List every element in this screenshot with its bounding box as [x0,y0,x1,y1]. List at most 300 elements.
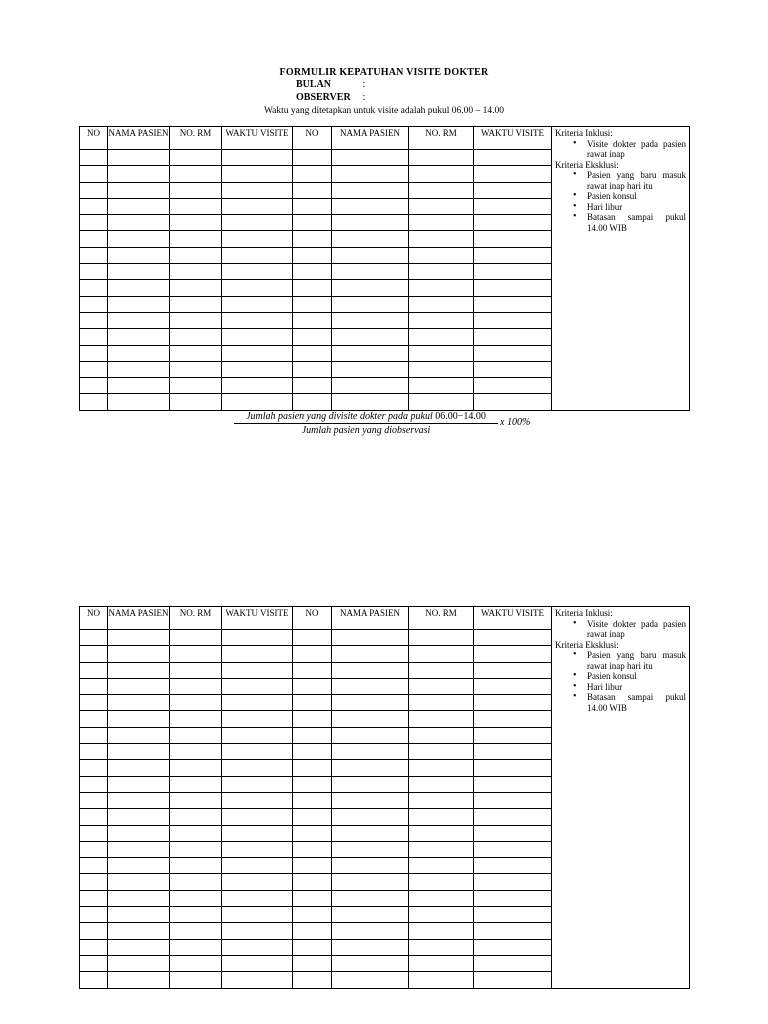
table-cell[interactable] [222,776,293,792]
table-cell[interactable] [222,198,293,214]
table-cell[interactable] [170,792,222,808]
table-cell[interactable] [332,312,409,328]
table-cell[interactable] [332,809,409,825]
table-cell[interactable] [170,394,222,410]
table-cell[interactable] [474,858,552,874]
table-cell[interactable] [332,264,409,280]
table-cell[interactable] [222,695,293,711]
table-cell[interactable] [332,874,409,890]
table-cell[interactable] [474,361,552,377]
table-cell[interactable] [80,678,108,694]
table-cell[interactable] [332,939,409,955]
table-cell[interactable] [80,874,108,890]
table-cell[interactable] [108,841,170,857]
table-cell[interactable] [80,662,108,678]
table-cell[interactable] [222,711,293,727]
table-cell[interactable] [409,296,474,312]
table-cell[interactable] [332,662,409,678]
table-cell[interactable] [293,378,332,394]
table-cell[interactable] [222,312,293,328]
table-cell[interactable] [170,809,222,825]
table-cell[interactable] [409,760,474,776]
table-cell[interactable] [293,662,332,678]
table-cell[interactable] [409,776,474,792]
table-cell[interactable] [108,394,170,410]
table-cell[interactable] [293,923,332,939]
table-cell[interactable] [332,841,409,857]
table-cell[interactable] [222,646,293,662]
table-cell[interactable] [108,361,170,377]
table-cell[interactable] [80,329,108,345]
table-cell[interactable] [293,198,332,214]
table-cell[interactable] [108,662,170,678]
table-cell[interactable] [170,378,222,394]
observer-value[interactable]: : [362,92,366,103]
table-cell[interactable] [108,150,170,166]
table-cell[interactable] [409,394,474,410]
table-cell[interactable] [222,841,293,857]
table-cell[interactable] [332,394,409,410]
table-cell[interactable] [170,972,222,988]
table-cell[interactable] [293,231,332,247]
table-cell[interactable] [80,858,108,874]
table-cell[interactable] [409,345,474,361]
table-cell[interactable] [474,841,552,857]
table-cell[interactable] [409,955,474,971]
table-cell[interactable] [474,972,552,988]
table-cell[interactable] [170,760,222,776]
table-cell[interactable] [108,198,170,214]
table-cell[interactable] [80,280,108,296]
table-cell[interactable] [293,296,332,312]
table-cell[interactable] [108,678,170,694]
table-cell[interactable] [293,907,332,923]
table-cell[interactable] [332,792,409,808]
table-cell[interactable] [222,939,293,955]
table-cell[interactable] [332,182,409,198]
table-cell[interactable] [222,809,293,825]
table-cell[interactable] [108,329,170,345]
table-cell[interactable] [293,776,332,792]
table-cell[interactable] [332,215,409,231]
table-cell[interactable] [80,907,108,923]
table-cell[interactable] [293,695,332,711]
table-cell[interactable] [80,809,108,825]
bulan-value[interactable]: : [362,79,366,90]
table-cell[interactable] [332,361,409,377]
table-cell[interactable] [80,955,108,971]
table-cell[interactable] [409,841,474,857]
table-cell[interactable] [222,890,293,906]
table-cell[interactable] [293,182,332,198]
table-cell[interactable] [293,215,332,231]
table-cell[interactable] [293,727,332,743]
table-cell[interactable] [108,695,170,711]
table-cell[interactable] [332,727,409,743]
table-cell[interactable] [222,394,293,410]
table-cell[interactable] [108,923,170,939]
table-cell[interactable] [474,695,552,711]
table-cell[interactable] [332,378,409,394]
table-cell[interactable] [332,923,409,939]
table-cell[interactable] [332,825,409,841]
table-cell[interactable] [332,972,409,988]
table-cell[interactable] [474,792,552,808]
table-cell[interactable] [108,727,170,743]
table-cell[interactable] [474,182,552,198]
table-cell[interactable] [170,744,222,760]
table-cell[interactable] [170,955,222,971]
table-cell[interactable] [293,744,332,760]
table-cell[interactable] [80,182,108,198]
table-cell[interactable] [108,296,170,312]
table-cell[interactable] [409,329,474,345]
table-cell[interactable] [474,678,552,694]
table-cell[interactable] [80,825,108,841]
table-cell[interactable] [474,345,552,361]
table-cell[interactable] [108,646,170,662]
table-cell[interactable] [474,874,552,890]
table-cell[interactable] [170,312,222,328]
table-cell[interactable] [108,711,170,727]
table-cell[interactable] [170,874,222,890]
table-cell[interactable] [293,329,332,345]
table-cell[interactable] [222,296,293,312]
table-cell[interactable] [293,345,332,361]
table-cell[interactable] [474,825,552,841]
table-cell[interactable] [409,939,474,955]
table-cell[interactable] [474,890,552,906]
table-cell[interactable] [170,646,222,662]
table-cell[interactable] [332,345,409,361]
table-cell[interactable] [108,247,170,263]
table-cell[interactable] [474,296,552,312]
table-cell[interactable] [332,231,409,247]
table-cell[interactable] [222,972,293,988]
table-cell[interactable] [409,711,474,727]
table-cell[interactable] [293,312,332,328]
table-cell[interactable] [170,662,222,678]
table-cell[interactable] [80,296,108,312]
table-cell[interactable] [170,215,222,231]
table-cell[interactable] [222,744,293,760]
table-cell[interactable] [170,345,222,361]
table-cell[interactable] [222,345,293,361]
table-cell[interactable] [409,150,474,166]
table-cell[interactable] [108,955,170,971]
table-cell[interactable] [474,312,552,328]
table-cell[interactable] [474,744,552,760]
table-cell[interactable] [409,182,474,198]
table-cell[interactable] [409,215,474,231]
table-cell[interactable] [474,662,552,678]
table-cell[interactable] [332,198,409,214]
table-cell[interactable] [170,182,222,198]
table-cell[interactable] [80,264,108,280]
table-cell[interactable] [474,166,552,182]
table-cell[interactable] [409,727,474,743]
table-cell[interactable] [222,182,293,198]
table-cell[interactable] [170,231,222,247]
table-cell[interactable] [170,776,222,792]
table-cell[interactable] [80,150,108,166]
table-cell[interactable] [108,890,170,906]
table-cell[interactable] [170,296,222,312]
table-cell[interactable] [170,361,222,377]
table-cell[interactable] [80,890,108,906]
table-cell[interactable] [474,231,552,247]
table-cell[interactable] [108,231,170,247]
table-cell[interactable] [293,809,332,825]
table-cell[interactable] [80,841,108,857]
table-cell[interactable] [108,776,170,792]
table-cell[interactable] [474,809,552,825]
table-cell[interactable] [474,198,552,214]
table-cell[interactable] [332,296,409,312]
table-cell[interactable] [474,711,552,727]
table-cell[interactable] [474,955,552,971]
table-cell[interactable] [170,858,222,874]
table-cell[interactable] [222,231,293,247]
table-cell[interactable] [409,744,474,760]
table-cell[interactable] [474,939,552,955]
table-cell[interactable] [409,361,474,377]
table-cell[interactable] [409,247,474,263]
table-cell[interactable] [474,247,552,263]
table-cell[interactable] [293,858,332,874]
table-cell[interactable] [293,939,332,955]
table-cell[interactable] [409,695,474,711]
table-cell[interactable] [80,345,108,361]
table-cell[interactable] [474,150,552,166]
table-cell[interactable] [80,378,108,394]
table-cell[interactable] [332,150,409,166]
table-cell[interactable] [222,727,293,743]
table-cell[interactable] [409,825,474,841]
table-cell[interactable] [170,695,222,711]
table-cell[interactable] [222,678,293,694]
table-cell[interactable] [170,198,222,214]
table-cell[interactable] [80,711,108,727]
table-cell[interactable] [409,907,474,923]
table-cell[interactable] [222,361,293,377]
table-cell[interactable] [80,361,108,377]
table-cell[interactable] [293,646,332,662]
table-cell[interactable] [108,744,170,760]
table-cell[interactable] [108,345,170,361]
table-cell[interactable] [222,280,293,296]
table-cell[interactable] [474,215,552,231]
table-cell[interactable] [409,378,474,394]
table-cell[interactable] [170,280,222,296]
table-cell[interactable] [332,907,409,923]
table-cell[interactable] [409,662,474,678]
table-cell[interactable] [409,890,474,906]
table-cell[interactable] [332,711,409,727]
table-cell[interactable] [293,760,332,776]
table-cell[interactable] [80,760,108,776]
table-cell[interactable] [80,744,108,760]
table-cell[interactable] [474,329,552,345]
table-cell[interactable] [293,825,332,841]
table-cell[interactable] [293,874,332,890]
table-cell[interactable] [332,247,409,263]
table-cell[interactable] [409,972,474,988]
table-cell[interactable] [80,695,108,711]
table-cell[interactable] [222,166,293,182]
table-cell[interactable] [222,150,293,166]
table-cell[interactable] [293,678,332,694]
table-cell[interactable] [409,312,474,328]
table-cell[interactable] [80,727,108,743]
table-cell[interactable] [293,150,332,166]
table-cell[interactable] [332,678,409,694]
table-cell[interactable] [80,939,108,955]
table-cell[interactable] [222,662,293,678]
table-cell[interactable] [409,809,474,825]
table-cell[interactable] [332,630,409,646]
table-cell[interactable] [80,312,108,328]
table-cell[interactable] [409,166,474,182]
table-cell[interactable] [80,972,108,988]
table-cell[interactable] [108,825,170,841]
table-cell[interactable] [108,166,170,182]
table-cell[interactable] [222,630,293,646]
table-cell[interactable] [293,166,332,182]
table-cell[interactable] [80,198,108,214]
table-cell[interactable] [80,247,108,263]
table-cell[interactable] [170,711,222,727]
table-cell[interactable] [108,378,170,394]
table-cell[interactable] [222,760,293,776]
table-cell[interactable] [474,394,552,410]
table-cell[interactable] [108,907,170,923]
table-cell[interactable] [474,280,552,296]
table-cell[interactable] [409,874,474,890]
table-cell[interactable] [409,858,474,874]
table-cell[interactable] [170,890,222,906]
table-cell[interactable] [108,312,170,328]
table-cell[interactable] [108,760,170,776]
table-cell[interactable] [80,776,108,792]
table-cell[interactable] [222,247,293,263]
table-cell[interactable] [108,280,170,296]
table-cell[interactable] [80,166,108,182]
table-cell[interactable] [409,231,474,247]
table-cell[interactable] [108,972,170,988]
table-cell[interactable] [170,923,222,939]
table-cell[interactable] [170,727,222,743]
table-cell[interactable] [474,646,552,662]
table-cell[interactable] [332,776,409,792]
table-cell[interactable] [222,792,293,808]
table-cell[interactable] [332,646,409,662]
table-cell[interactable] [409,646,474,662]
table-cell[interactable] [80,646,108,662]
table-cell[interactable] [332,955,409,971]
table-cell[interactable] [222,825,293,841]
table-cell[interactable] [409,198,474,214]
table-cell[interactable] [409,630,474,646]
table-cell[interactable] [332,329,409,345]
table-cell[interactable] [474,760,552,776]
table-cell[interactable] [293,792,332,808]
table-cell[interactable] [474,264,552,280]
table-cell[interactable] [293,711,332,727]
table-cell[interactable] [332,744,409,760]
table-cell[interactable] [170,907,222,923]
table-cell[interactable] [293,630,332,646]
table-cell[interactable] [293,955,332,971]
table-cell[interactable] [108,630,170,646]
table-cell[interactable] [170,825,222,841]
table-cell[interactable] [409,792,474,808]
table-cell[interactable] [170,166,222,182]
table-cell[interactable] [409,264,474,280]
table-cell[interactable] [170,630,222,646]
table-cell[interactable] [170,150,222,166]
table-cell[interactable] [80,630,108,646]
table-cell[interactable] [80,215,108,231]
table-cell[interactable] [332,166,409,182]
table-cell[interactable] [108,264,170,280]
table-cell[interactable] [474,378,552,394]
table-cell[interactable] [332,280,409,296]
table-cell[interactable] [293,890,332,906]
table-cell[interactable] [222,874,293,890]
table-cell[interactable] [108,809,170,825]
table-cell[interactable] [222,329,293,345]
table-cell[interactable] [170,264,222,280]
table-cell[interactable] [293,361,332,377]
table-cell[interactable] [409,280,474,296]
table-cell[interactable] [474,923,552,939]
table-cell[interactable] [332,695,409,711]
table-cell[interactable] [222,907,293,923]
table-cell[interactable] [293,247,332,263]
table-cell[interactable] [474,727,552,743]
table-cell[interactable] [80,792,108,808]
table-cell[interactable] [108,182,170,198]
table-cell[interactable] [293,394,332,410]
table-cell[interactable] [80,394,108,410]
table-cell[interactable] [80,923,108,939]
table-cell[interactable] [332,890,409,906]
table-cell[interactable] [170,329,222,345]
table-cell[interactable] [222,858,293,874]
table-cell[interactable] [222,955,293,971]
table-cell[interactable] [474,630,552,646]
table-cell[interactable] [474,907,552,923]
table-cell[interactable] [474,776,552,792]
table-cell[interactable] [293,280,332,296]
table-cell[interactable] [332,858,409,874]
table-cell[interactable] [293,264,332,280]
table-cell[interactable] [170,841,222,857]
table-cell[interactable] [170,939,222,955]
table-cell[interactable] [170,678,222,694]
table-cell[interactable] [108,792,170,808]
table-cell[interactable] [293,972,332,988]
table-cell[interactable] [222,215,293,231]
table-cell[interactable] [222,378,293,394]
table-cell[interactable] [108,874,170,890]
table-cell[interactable] [108,215,170,231]
table-cell[interactable] [409,923,474,939]
table-cell[interactable] [108,858,170,874]
table-cell[interactable] [222,923,293,939]
table-cell[interactable] [80,231,108,247]
